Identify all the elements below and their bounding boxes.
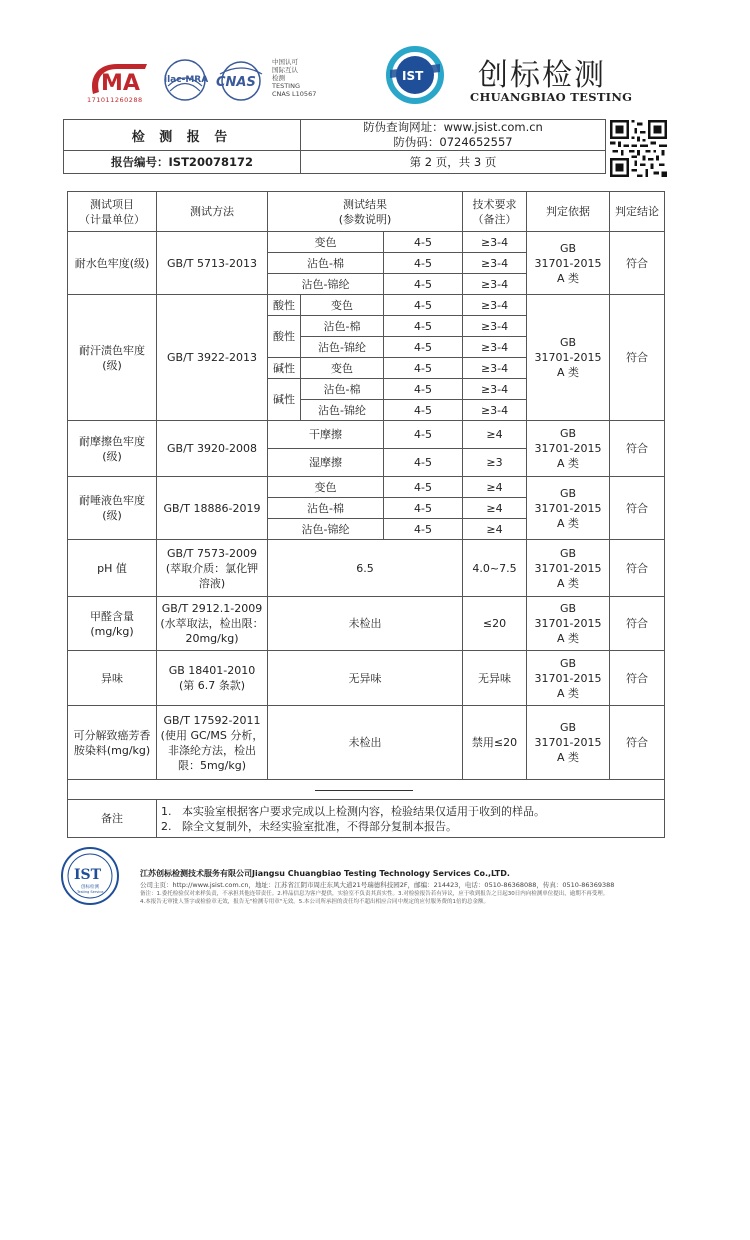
basis-l1: GB (559, 656, 577, 670)
method-ph-l2: (萃取介质：氯化钾 (165, 561, 259, 575)
basis-l2: 31701-2015 (534, 256, 602, 270)
value: 4-5 (384, 253, 463, 274)
col-header-requirement (463, 192, 527, 232)
method-formaldehyde-l2: (水萃取法，检出限： (160, 617, 264, 630)
item-saliva (68, 477, 157, 540)
footer-company: 江苏创标检测技术服务有限公司Jiangsu Chuangbiao Testing Technology Services Co.,LTD. (140, 869, 510, 878)
brand-name-en: CHUANGBIAO TESTING (470, 90, 633, 104)
value: 4-5 (384, 498, 463, 519)
ist-logo-icon (386, 46, 444, 104)
basis-l2: 31701-2015 (534, 736, 602, 749)
method-rub: GB/T 3920-2008 (157, 421, 268, 477)
requirement: 4.0~7.5 (463, 540, 527, 597)
param: 变色 (268, 232, 384, 253)
method-formaldehyde (157, 597, 268, 651)
basis-l1: GB (559, 546, 577, 560)
footer-contact: 公司主页：http://www.jsist.com.cn，地址：江苏省江阴市周庄东风大道21号瑞德科技园2F，邮编：214423，电话：0510-86368088，传真：0510-86369388 (140, 881, 615, 889)
method-saliva: GB/T 18886-2019 (157, 477, 268, 540)
table-row (68, 421, 665, 449)
cnas-label: CNAS (216, 75, 256, 90)
item-amine-l2: 胺染料(mg/kg) (73, 743, 151, 757)
item-sweat-l1: 耐汗渍色牢度 (79, 343, 145, 357)
basis-l1: GB (559, 336, 577, 349)
table-row (68, 295, 665, 316)
report-number: 报告编号：IST20078172 (64, 151, 301, 174)
cnas-line-3: 检测 (272, 74, 285, 82)
item-formaldehyde (68, 597, 157, 651)
requirement: ≥3-4 (463, 295, 527, 316)
table-row (68, 597, 665, 651)
param: 沾色-棉 (301, 316, 384, 337)
method-formaldehyde-l1: GB/T 2912.1-2009 (161, 602, 263, 615)
basis-l1: GB (559, 486, 577, 500)
remarks-notes (157, 800, 665, 838)
col-req-line1: 技术要求 (472, 197, 517, 211)
table-row (68, 232, 665, 253)
requirement: ≥3-4 (463, 274, 527, 295)
param: 沾色-棉 (268, 498, 384, 519)
method-ph (157, 540, 268, 597)
value: 4-5 (384, 379, 463, 400)
method-odor (157, 651, 268, 706)
method-amine (157, 706, 268, 780)
ilac-mra-logo-icon (160, 58, 210, 102)
requirement: 禁用≤20 (463, 706, 527, 780)
item-saliva-l2: (级) (102, 509, 122, 522)
basis-l3: A 类 (557, 632, 580, 645)
requirement: ≥4 (463, 477, 527, 498)
item-sweat-l2: (级) (102, 358, 122, 372)
item-amine (68, 706, 157, 780)
ist-logo-text: IST (402, 69, 424, 83)
brand-name-cn: 创标检测 (478, 58, 606, 93)
page-info: 第 2 页，共 3 页 (301, 151, 606, 174)
method-ph-l1: GB/T 7573-2009 (167, 546, 257, 560)
requirement: ≥3 (463, 449, 527, 477)
verdict: 符合 (610, 651, 665, 706)
basis (527, 232, 610, 295)
param: 干摩擦 (268, 421, 384, 449)
remark-no: 1. (161, 804, 172, 818)
param: 沾色-棉 (268, 253, 384, 274)
anti-fake-info (301, 120, 606, 151)
basis-l3: A 类 (557, 457, 580, 470)
cnas-line-4: TESTING (272, 82, 300, 90)
basis (527, 597, 610, 651)
item-amine-l1: 可分解致癌芳香 (73, 728, 151, 742)
remark-note-1 (161, 804, 662, 819)
basis-l1: GB (559, 602, 577, 615)
seal-text: IST (74, 867, 102, 883)
requirement: ≥4 (463, 421, 527, 449)
requirement: ≥3-4 (463, 337, 527, 358)
method-amine-l3: 非涤纶方法，检出 (168, 743, 256, 757)
cnas-line-2: 国际互认 (272, 66, 298, 74)
requirement: ≤20 (463, 597, 527, 651)
remark-text: 本实验室根据客户要求完成以上检测内容，检验结果仅适用于收到的样品。 (182, 804, 545, 818)
method-formaldehyde-l3: 20mg/kg) (185, 632, 239, 645)
acid-label: 酸性 (268, 295, 301, 316)
cnas-line-1: 中国认可 (272, 58, 298, 66)
requirement: ≥3-4 (463, 253, 527, 274)
basis-l1: GB (559, 721, 577, 734)
item-rub (68, 421, 157, 477)
basis-l3: A 类 (557, 271, 580, 285)
item-rub-l1: 耐摩擦色牢度 (79, 434, 145, 448)
basis-l2: 31701-2015 (534, 442, 602, 455)
requirement: ≥3-4 (463, 400, 527, 421)
param: 沾色-锦纶 (301, 400, 384, 421)
value: 4-5 (384, 477, 463, 498)
verdict: 符合 (610, 232, 665, 295)
anti-fake-code: 防伪码：0724652557 (393, 135, 513, 149)
requirement: ≥3-4 (463, 358, 527, 379)
method-amine-l4: 限：5mg/kg) (177, 758, 247, 772)
verdict: 符合 (610, 477, 665, 540)
param: 沾色-锦纶 (301, 337, 384, 358)
qr-code-icon (610, 120, 667, 177)
item-water: 耐水色牢度(级) (68, 232, 157, 295)
cnas-logo-icon (214, 60, 268, 102)
cnas-caption (272, 58, 332, 98)
item-saliva-l1: 耐唾液色牢度 (79, 494, 145, 507)
value: 4-5 (384, 295, 463, 316)
basis-l1: GB (559, 241, 577, 255)
alkali-label: 碱性 (268, 379, 301, 421)
cnas-line-5: CNAS L10567 (272, 90, 317, 98)
col-header-result (268, 192, 463, 232)
footer-note-1: 备注：1.委托检验仅对来样负责，不承担其他连带责任。2.样品信息为客户提供，实验室不负责其真实性。3.对检验报告若有异议，应于收到报告之日起30日内向检测单位提出，逾期不再受理。 (140, 891, 609, 897)
ist-seal-icon (60, 846, 120, 906)
param: 变色 (301, 295, 384, 316)
verdict: 符合 (610, 295, 665, 421)
item-ph: pH 值 (68, 540, 157, 597)
col-item-line1: 测试项目 (90, 197, 134, 211)
basis-l2: 31701-2015 (534, 501, 602, 515)
item-formaldehyde-l2: (mg/kg) (90, 624, 134, 638)
remark-text: 除全文复制外，未经实验室批准，不得部分复制本报告。 (182, 819, 457, 833)
item-odor: 异味 (68, 651, 157, 706)
basis-l3: A 类 (557, 576, 580, 590)
report-title: 检 测 报 告 (64, 120, 301, 151)
basis-l2: 31701-2015 (534, 671, 602, 685)
param: 沾色-棉 (301, 379, 384, 400)
requirement: 无异味 (463, 651, 527, 706)
requirement: ≥4 (463, 498, 527, 519)
result-amine: 未检出 (268, 706, 463, 780)
basis (527, 295, 610, 421)
col-result-line2: (参数说明) (338, 212, 392, 226)
basis-l3: A 类 (557, 686, 580, 700)
basis-l1: GB (559, 427, 577, 440)
verdict: 符合 (610, 597, 665, 651)
requirement: ≥3-4 (463, 232, 527, 253)
end-divider (315, 790, 413, 791)
table-header-row (68, 192, 665, 232)
seal-sub-1: 创标检测 (81, 885, 99, 890)
remarks-label: 备注 (68, 800, 157, 838)
remark-no: 2. (161, 819, 172, 833)
value: 4-5 (384, 519, 463, 540)
basis (527, 540, 610, 597)
param: 变色 (268, 477, 384, 498)
value: 4-5 (384, 316, 463, 337)
remark-note-2 (161, 819, 662, 834)
col-header-item (68, 192, 157, 232)
acid-label: 酸性 (268, 316, 301, 358)
method-odor-l2: (第 6.7 条款) (178, 679, 246, 692)
verdict: 符合 (610, 421, 665, 477)
method-amine-l2: (使用 GC/MS 分析， (160, 728, 264, 742)
col-item-line2: （计量单位） (79, 212, 145, 226)
col-header-method: 测试方法 (157, 192, 268, 232)
svg-text:MA: MA (101, 71, 140, 96)
value: 4-5 (384, 421, 463, 449)
method-ph-l3: 溶液) (198, 576, 226, 590)
basis (527, 706, 610, 780)
requirement: ≥4 (463, 519, 527, 540)
result-ph: 6.5 (268, 540, 463, 597)
item-rub-l2: (级) (102, 449, 122, 463)
requirement: ≥3-4 (463, 316, 527, 337)
value: 4-5 (384, 274, 463, 295)
ilac-text: ilac-MRA (164, 75, 209, 85)
col-req-line2: （备注） (472, 212, 517, 226)
param: 沾色-锦纶 (268, 274, 384, 295)
results-table (67, 191, 665, 838)
basis-l2: 31701-2015 (534, 351, 602, 364)
col-header-conclusion: 判定结论 (610, 192, 665, 232)
basis-l3: A 类 (557, 516, 580, 530)
footer-note-2: 4.本报告无审批人签字或检验章无效，报告无"检测专用章"无效。5.本公司所承担的责任均不超出相应合同中规定的应付服务费的1倍的总金额。 (140, 899, 490, 905)
value: 4-5 (384, 337, 463, 358)
basis (527, 651, 610, 706)
basis (527, 477, 610, 540)
requirement: ≥3-4 (463, 379, 527, 400)
item-sweat (68, 295, 157, 421)
method-odor-l1: GB 18401-2010 (168, 664, 256, 677)
param: 沾色-锦纶 (268, 519, 384, 540)
table-row (68, 477, 665, 498)
result-formaldehyde: 未检出 (268, 597, 463, 651)
seal-sub-2: Testing Service (77, 890, 104, 894)
value: 4-5 (384, 449, 463, 477)
basis-l3: A 类 (557, 751, 580, 764)
basis (527, 421, 610, 477)
param: 湿摩擦 (268, 449, 384, 477)
cma-code: 171011260288 (87, 96, 143, 104)
method-amine-l1: GB/T 17592-2011 (163, 713, 261, 727)
basis-l3: A 类 (557, 366, 580, 379)
col-header-basis: 判定依据 (527, 192, 610, 232)
method-sweat: GB/T 3922-2013 (157, 295, 268, 421)
value: 4-5 (384, 232, 463, 253)
table-row (68, 540, 665, 597)
verdict: 符合 (610, 540, 665, 597)
verdict: 符合 (610, 706, 665, 780)
value: 4-5 (384, 358, 463, 379)
param: 变色 (301, 358, 384, 379)
col-result-line1: 测试结果 (343, 197, 388, 211)
basis-l2: 31701-2015 (534, 561, 602, 575)
result-odor: 无异味 (268, 651, 463, 706)
remarks-row (68, 800, 665, 838)
alkali-label: 碱性 (268, 358, 301, 379)
value: 4-5 (384, 400, 463, 421)
basis-l2: 31701-2015 (534, 617, 602, 630)
item-formaldehyde-l1: 甲醛含量 (90, 609, 134, 623)
report-header-table (63, 119, 606, 174)
table-row (68, 706, 665, 780)
table-row (68, 651, 665, 706)
method-water: GB/T 5713-2013 (157, 232, 268, 295)
query-url: 防伪查询网址：www.jsist.com.cn (363, 120, 543, 134)
